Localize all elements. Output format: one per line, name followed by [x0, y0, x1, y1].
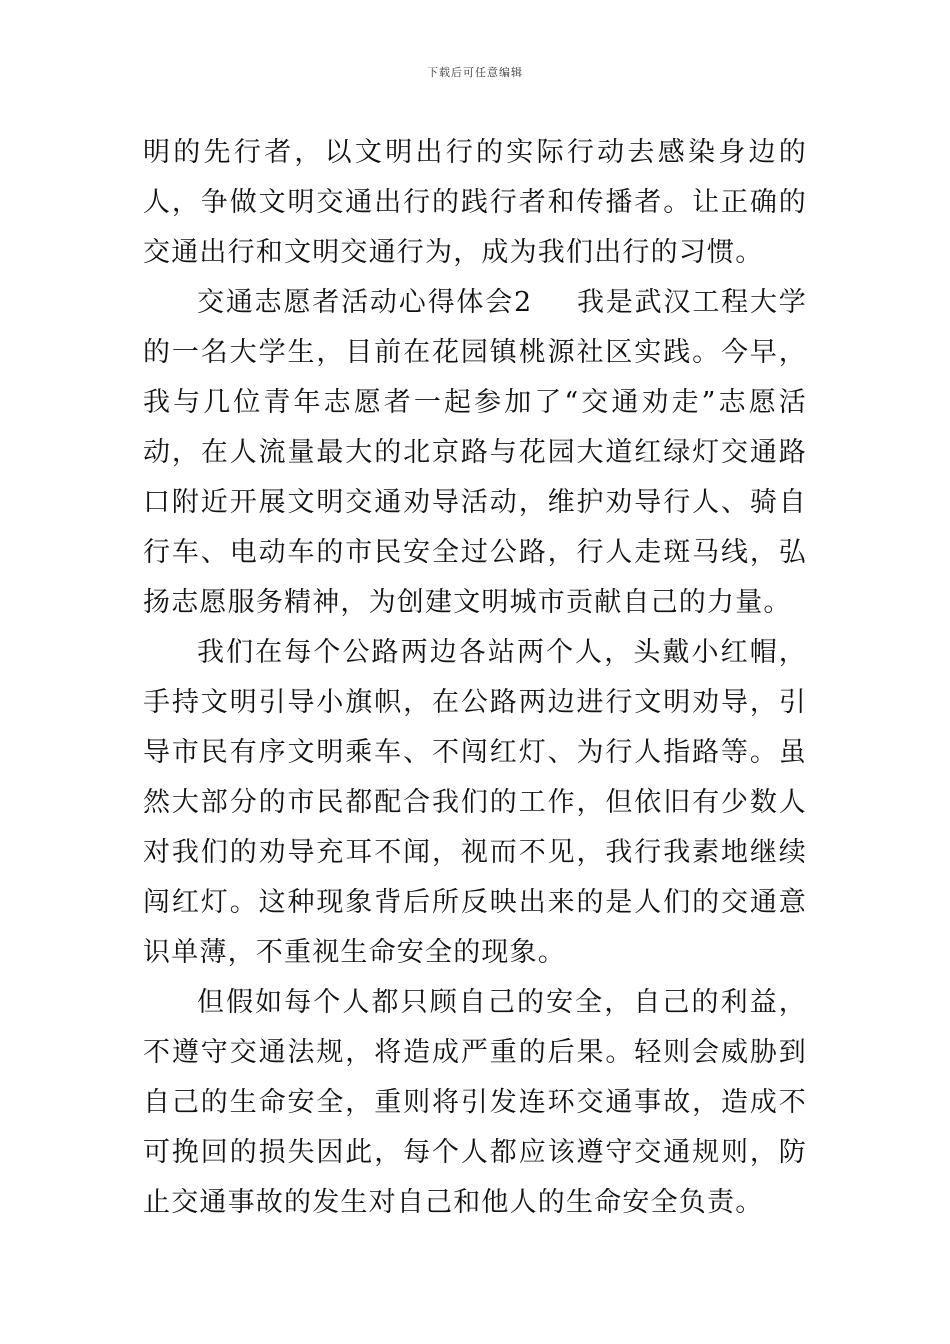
article-body: 我是武汉工程大学的一名大学生，目前在花园镇桃源社区实践。今早，我与几位青年志愿者一起参加了“交通劝走”志愿活动，在人流量最大的北京路与花园大道红绿灯交通路口附近开展文明交通劝导活动，维护劝导行人、骑自行车、电动车的市民安全过公路，行人走斑马线，弘扬志愿服务精神，为创建文明城市贡献自己的力量。	[143, 287, 807, 618]
paragraph-continuation: 明的先行者，以文明出行的实际行动去感染身边的人，争做文明交通出行的践行者和传播者。让正确的交通出行和文明交通行为，成为我们出行的习惯。	[143, 137, 807, 268]
page-header: 下载后可任意编辑	[427, 66, 523, 79]
paragraph-article-2	[143, 278, 807, 628]
article-title: 交通志愿者活动心得体会2	[197, 287, 533, 318]
paragraph-volunteer-work: 我们在每个公路两边各站两个人，头戴小红帽，手持文明引导小旗帜，在公路两边进行文明劝导，引导市民有序文明乘车、不闯红灯、为行人指路等。虽然大部分的市民都配合我们的工作，但依旧有少数人对我们的劝导充耳不闻，视而不见，我行我素地继续闯红灯。这种现象背后所反映出来的是人们的交通意识单薄，不重视生命安全的现象。	[143, 637, 807, 968]
paragraph-consequences: 但假如每个人都只顾自己的安全，自己的利益，不遵守交通法规，将造成严重的后果。轻则会威胁到自己的生命安全，重则将引发连环交通事故，造成不可挽回的损失因此，每个人都应该遵守交通规则，防止交通事故的发生对自己和他人的生命安全负责。	[143, 987, 807, 1218]
document-body	[143, 128, 807, 1228]
